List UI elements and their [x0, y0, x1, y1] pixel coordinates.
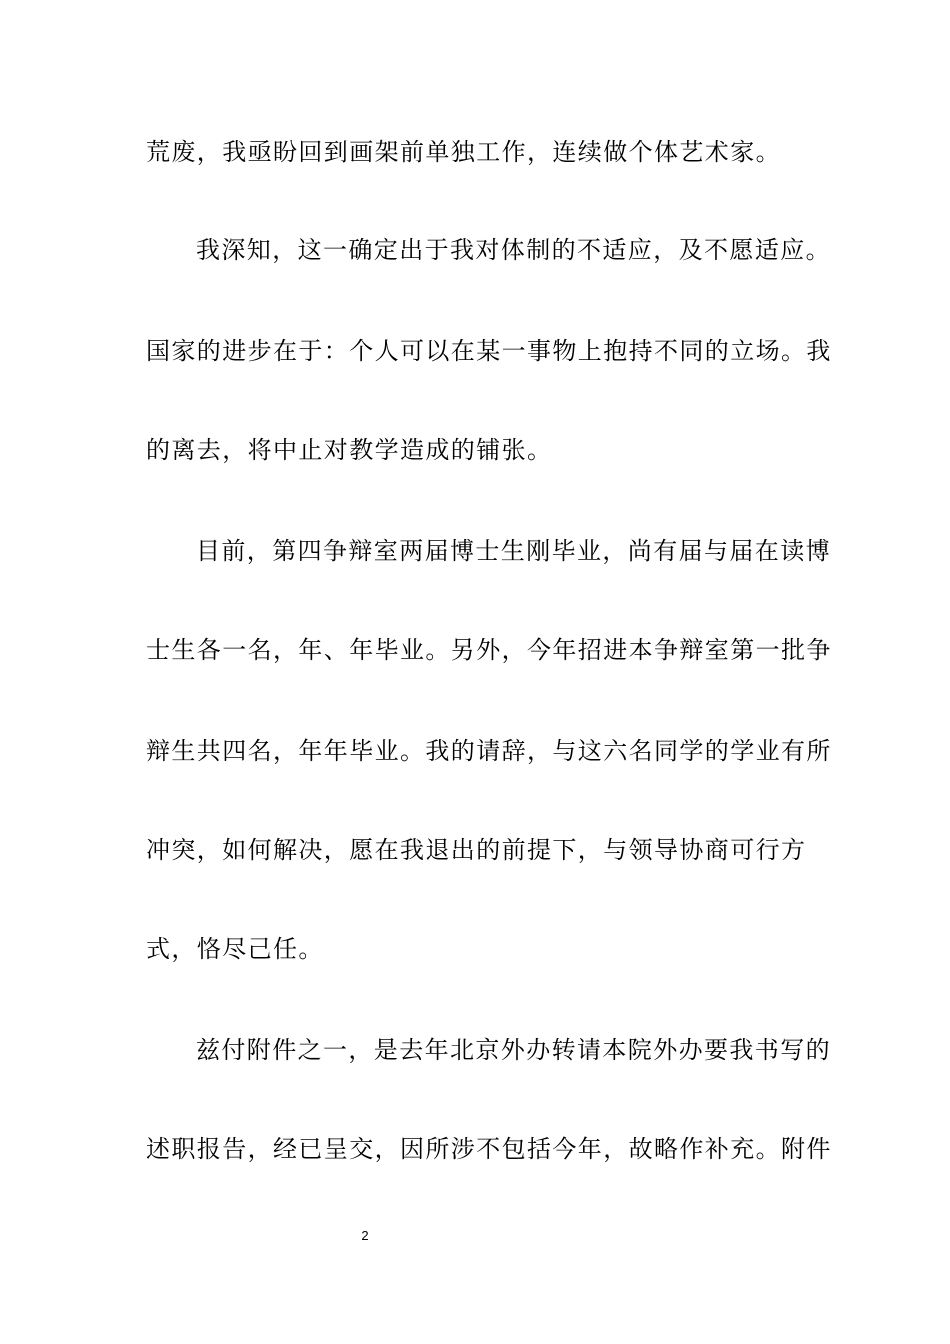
page-number: 2 — [361, 1228, 369, 1243]
text-line-5: 目前，第四争辩室两届博士生刚毕业，尚有届与届在读博 — [196, 537, 831, 565]
text-line-6: 士生各一名，年、年毕业。另外，今年招进本争辩室第一批争 — [146, 636, 832, 664]
text-line-10: 兹付附件之一，是去年北京外办转请本院外办要我书写的 — [196, 1036, 831, 1064]
text-line-4: 的离去，将中止对教学造成的铺张。 — [146, 436, 553, 464]
text-line-2: 我深知，这一确定出于我对体制的不适应，及不愿适应。 — [196, 236, 831, 264]
text-line-1: 荒废，我亟盼回到画架前单独工作，连续做个体艺术家。 — [146, 138, 781, 166]
text-line-11: 述职报告，经已呈交，因所涉不包括今年，故略作补充。附件 — [146, 1135, 832, 1163]
text-line-9: 式，恪尽己任。 — [146, 935, 324, 963]
text-line-3: 国家的进步在于：个人可以在某一事物上抱持不同的立场。我 — [146, 337, 832, 365]
text-line-7: 辩生共四名，年年毕业。我的请辞，与这六名同学的学业有所 — [146, 737, 832, 765]
text-line-8: 冲突，如何解决，愿在我退出的前提下，与领导协商可行方 — [146, 836, 807, 864]
